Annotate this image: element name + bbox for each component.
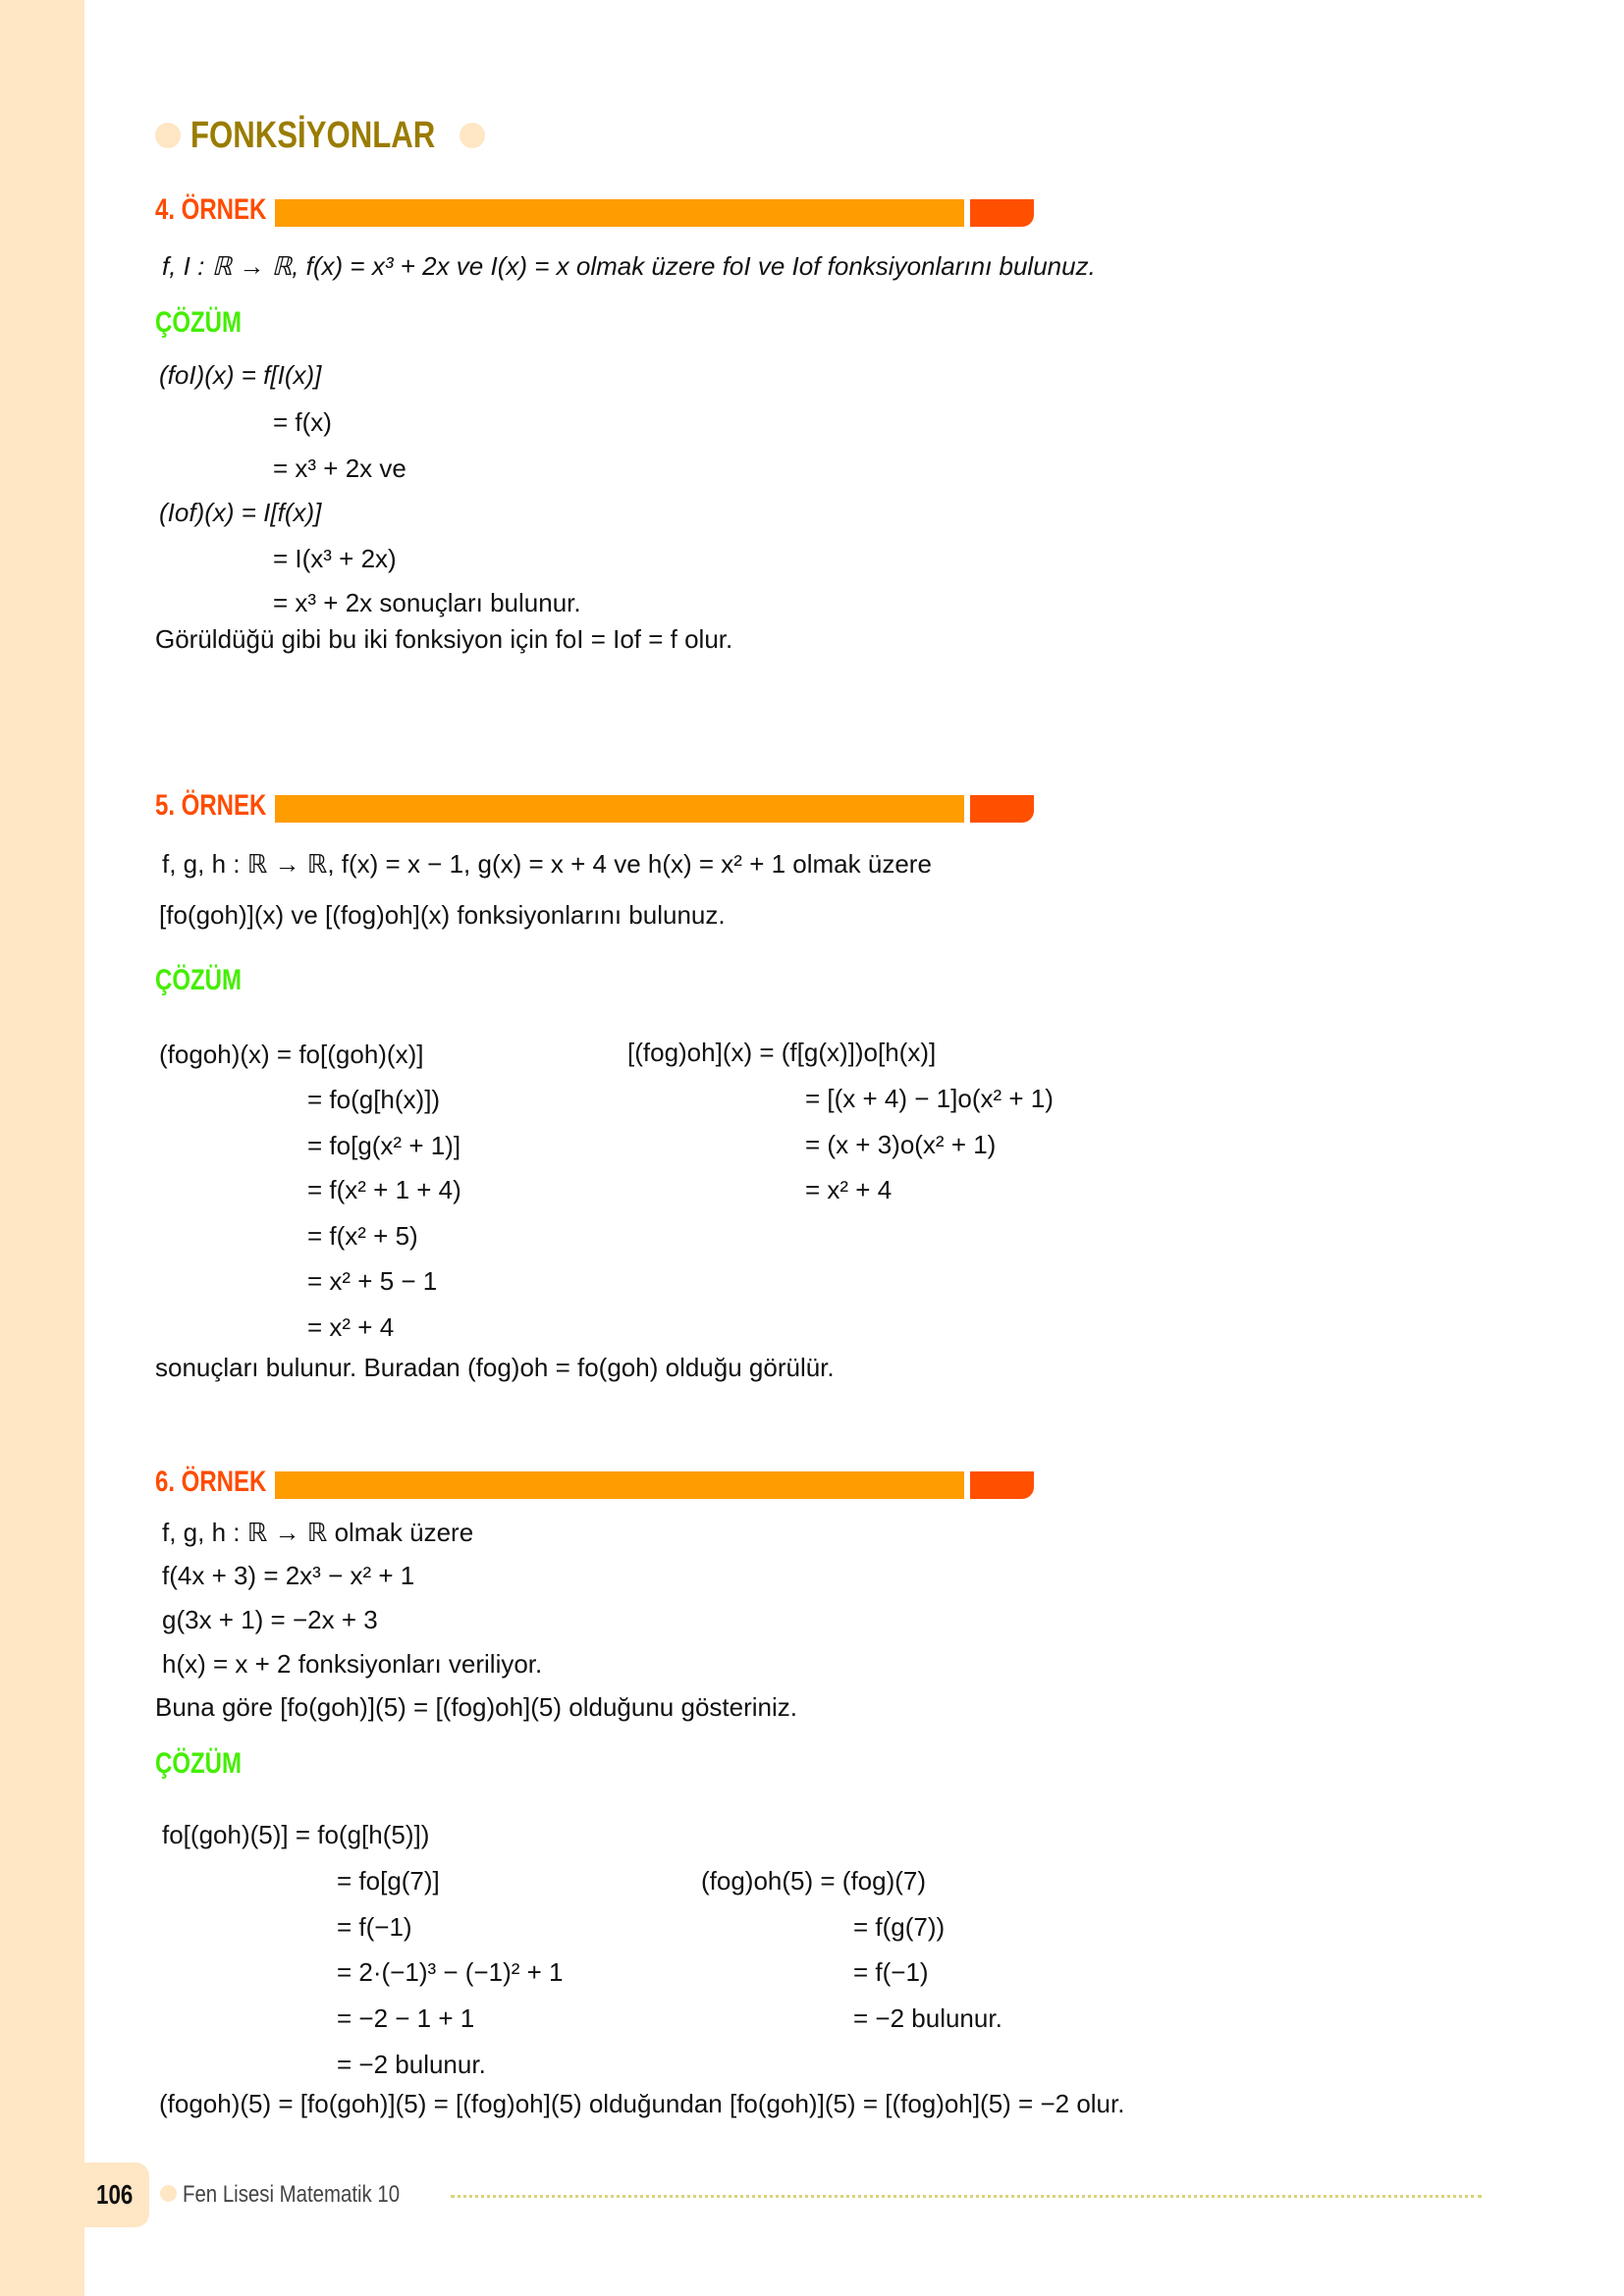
chapter-title (155, 112, 485, 159)
solution-line: = (x + 3)o(x² + 1) (805, 1130, 997, 1159)
book-title: Fen Lisesi Matematik 10 (183, 2181, 401, 2208)
question-text: f(4x + 3) = 2x³ − x² + 1 (162, 1561, 415, 1590)
header-bar (275, 199, 964, 227)
solution-line: fo[(goh)(5)] = fo(g[h(5)]) (162, 1820, 430, 1849)
chapter-title-text: FONKSİYONLAR (190, 114, 436, 156)
solution-line: = f(x² + 1 + 4) (307, 1175, 461, 1204)
solution-line: = f(g(7)) (853, 1912, 946, 1942)
solution-line: = −2 bulunur. (853, 2003, 1002, 2033)
solution-line: = [(x + 4) − 1]o(x² + 1) (805, 1084, 1054, 1113)
footer-dotted-line (451, 2195, 1482, 2198)
header-bar-cap (970, 795, 1034, 823)
conclusion-text: sonuçları bulunur. Buradan (fog)oh = fo(goh) olduğu görülür. (155, 1353, 835, 1382)
solution-line: (fogoh)(x) = fo[(goh)(x)] (159, 1040, 424, 1069)
solution-label: ÇÖZÜM (155, 306, 242, 339)
solution-label: ÇÖZÜM (155, 1747, 242, 1780)
solution-line: = x³ + 2x sonuçları bulunur. (273, 588, 581, 617)
solution-line: (Iof)(x) = I[f(x)] (159, 498, 322, 527)
question-text: g(3x + 1) = −2x + 3 (162, 1605, 378, 1634)
question-text: f, g, h : ℝ → ℝ, f(x) = x − 1, g(x) = x + 4 ve h(x) = x² + 1 olmak üzere (162, 849, 932, 879)
header-bar (275, 1471, 964, 1499)
solution-line: Görüldüğü gibi bu iki fonksiyon için foI = Iof = f olur. (155, 624, 733, 654)
solution-line: = x² + 4 (307, 1312, 395, 1342)
solution-line: = fo[g(7)] (337, 1866, 440, 1896)
solution-line: = f(x) (273, 407, 332, 437)
solution-line: = f(−1) (337, 1912, 412, 1942)
solution-line: = x² + 5 − 1 (307, 1266, 438, 1296)
solution-line: = −2 bulunur. (337, 2050, 486, 2079)
solution-line: = 2·(−1)³ − (−1)² + 1 (337, 1957, 564, 1987)
solution-line: = x² + 4 (805, 1175, 893, 1204)
solution-line: = fo(g[h(x)]) (307, 1085, 441, 1114)
solution-label: ÇÖZÜM (155, 964, 242, 996)
conclusion-text: (fogoh)(5) = [fo(goh)](5) = [(fog)oh](5) olduğundan [fo(goh)](5) = [(fog)oh](5) = −2 olur. (159, 2089, 1125, 2118)
solution-line: = I(x³ + 2x) (273, 544, 397, 573)
header-bar-cap (970, 1471, 1034, 1499)
solution-line: = fo[g(x² + 1)] (307, 1131, 461, 1160)
solution-line: (foI)(x) = f[I(x)] (159, 360, 322, 390)
solution-line: = f(x² + 5) (307, 1221, 418, 1251)
page-number: 106 (96, 2179, 134, 2210)
question-text: h(x) = x + 2 fonksiyonları veriliyor. (162, 1649, 543, 1679)
header-bar-cap (970, 199, 1034, 227)
solution-line: = f(−1) (853, 1957, 929, 1987)
example-label: 5. ÖRNEK (155, 789, 267, 822)
bullet-icon (160, 2185, 177, 2202)
question-text: [fo(goh)](x) ve [(fog)oh](x) fonksiyonlarını bulunuz. (159, 900, 726, 930)
solution-line: = x³ + 2x ve (273, 454, 406, 483)
solution-line: [(fog)oh](x) = (f[g(x)])o[h(x)] (627, 1038, 937, 1067)
question-text: f, I : ℝ → ℝ, f(x) = x³ + 2x ve I(x) = x olmak üzere foI ve Iof fonksiyonlarını bulunuz. (162, 251, 1096, 281)
example-label: 4. ÖRNEK (155, 193, 267, 226)
question-text: f, g, h : ℝ → ℝ olmak üzere (162, 1518, 474, 1547)
question-text: Buna göre [fo(goh)](5) = [(fog)oh](5) olduğunu gösteriniz. (155, 1692, 797, 1722)
bullet-icon (460, 123, 485, 148)
left-margin-stripe (0, 0, 84, 2296)
header-bar (275, 795, 964, 823)
example-label: 6. ÖRNEK (155, 1466, 267, 1498)
solution-line: (fog)oh(5) = (fog)(7) (701, 1866, 927, 1896)
solution-line: = −2 − 1 + 1 (337, 2003, 475, 2033)
bullet-icon (155, 123, 181, 148)
